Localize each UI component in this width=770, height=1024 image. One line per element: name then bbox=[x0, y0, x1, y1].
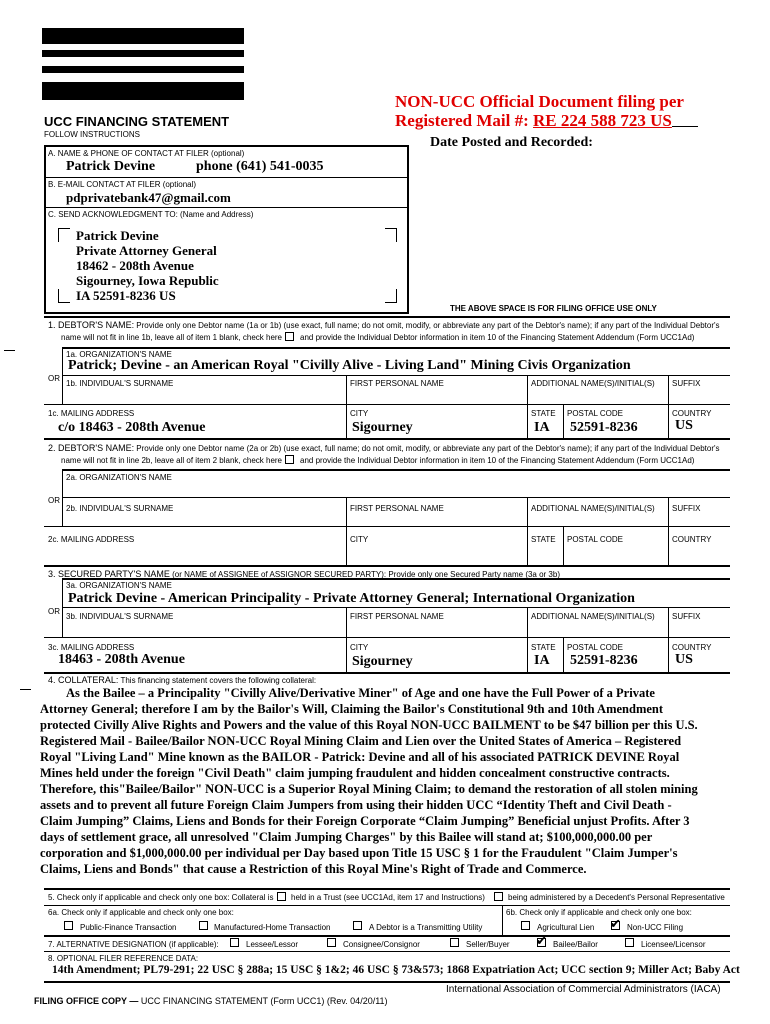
filer-reference-value[interactable]: 14th Amendment; PL79-291; 22 USC § 288a; 15 USC § 1&2; 46 USC § 73&573; 1868 Expatriation Act; UCC section 9; Miller Act; Baby Act bbox=[52, 964, 740, 976]
contact-phone: phone (641) 541-0035 bbox=[196, 159, 324, 174]
secured-org-value[interactable]: Patrick Devine - American Principality - Private Attorney General; International Organization bbox=[68, 591, 635, 606]
secured-addl-label: ADDITIONAL NAME(S)/INITIAL(S) bbox=[531, 612, 655, 621]
manufactured-home-label: Manufactured-Home Transaction bbox=[214, 923, 331, 932]
header-bar-2 bbox=[42, 50, 244, 57]
contact-email: pdprivatebank47@gmail.com bbox=[66, 190, 231, 205]
seller-label: Seller/Buyer bbox=[466, 940, 510, 949]
debtor1-postal-label: POSTAL CODE bbox=[567, 409, 624, 418]
licensee-checkbox[interactable] bbox=[625, 938, 634, 947]
item6b-label: 6b. Check only if applicable and check only one box: bbox=[506, 908, 692, 917]
non-ucc-check-icon: ✔ bbox=[610, 917, 621, 932]
notice-line-2 bbox=[395, 111, 698, 131]
collateral-text[interactable] bbox=[40, 685, 730, 877]
debtor2-mail-label: 2c. MAILING ADDRESS bbox=[48, 535, 135, 544]
notice-prefix: Registered Mail #: bbox=[395, 111, 534, 130]
debtor2-or: OR bbox=[48, 496, 60, 505]
date-posted-label: Date Posted and Recorded: bbox=[430, 135, 593, 150]
form-title: UCC FINANCING STATEMENT bbox=[44, 114, 230, 129]
debtor1-addl-label: ADDITIONAL NAME(S)/INITIAL(S) bbox=[531, 379, 655, 388]
follow-instructions: FOLLOW INSTRUCTIONS bbox=[44, 130, 141, 139]
debtor2-heading: 2. DEBTOR'S NAME: Provide only one Debtor name (2a or 2b) (use exact, full name; do not omit, modify, or abbreviate any part of the Debtor's name); if any part of the Individual Debtor's bbox=[48, 443, 720, 453]
section-a-label: A. NAME & PHONE OF CONTACT AT FILER (optional) bbox=[48, 149, 245, 158]
bailee-label: Bailee/Bailor bbox=[553, 940, 598, 949]
debtor2-state-label: STATE bbox=[531, 535, 556, 544]
debtor1-city-label: CITY bbox=[350, 409, 369, 418]
collateral-line: Attorney General; therefore I am by the Bailor's Will, Claiming the Bailor's Constitutional 9th and 10th Amendment bbox=[40, 702, 664, 716]
debtor1-or: OR bbox=[48, 374, 60, 383]
debtor1-mail-value[interactable]: c/o 18463 - 208th Avenue bbox=[58, 420, 206, 435]
secured-first-label: FIRST PERSONAL NAME bbox=[350, 612, 444, 621]
consignee-label: Consignee/Consignor bbox=[343, 940, 420, 949]
seller-checkbox[interactable] bbox=[450, 938, 459, 947]
section-b-label: B. E-MAIL CONTACT AT FILER (optional) bbox=[48, 180, 197, 189]
ack-line-2: Private Attorney General bbox=[76, 243, 217, 258]
header-bar-3 bbox=[42, 66, 244, 73]
debtor1-state-label: STATE bbox=[531, 409, 556, 418]
debtor1-country-label: COUNTRY bbox=[672, 409, 712, 418]
debtor2-addl-label: ADDITIONAL NAME(S)/INITIAL(S) bbox=[531, 504, 655, 513]
item5-text: 5. Check only if applicable and check only one box: Collateral is bbox=[48, 893, 274, 902]
secured-state-value[interactable]: IA bbox=[534, 653, 550, 668]
registered-mail-number: RE 224 588 723 US bbox=[533, 111, 672, 130]
secured-state-label: STATE bbox=[531, 643, 556, 652]
item6a-label: 6a. Check only if applicable and check only one box: bbox=[48, 908, 234, 917]
debtor2-postal-label: POSTAL CODE bbox=[567, 535, 624, 544]
collateral-line: assets and to prevent all future Foreign Claim Jumpers from using their hidden UCC “Identity Theft and Civil Death - bbox=[40, 798, 672, 812]
secured-or: OR bbox=[48, 607, 60, 616]
footer-left: FILING OFFICE COPY — UCC FINANCING STATEMENT (Form UCC1) (Rev. 04/20/11) bbox=[34, 996, 388, 1006]
transmitting-utility-checkbox[interactable] bbox=[353, 921, 362, 930]
debtor2-heading-line2b: and provide the Individual Debtor information in item 10 of the Financing Statement Addendum (Form UCC1Ad) bbox=[300, 456, 695, 465]
collateral-line: Royal "Living Land" Mine known as the BAILOR - Patrick: Devine and all of his associated PATRICK DEVINE Royal bbox=[40, 750, 680, 764]
collateral-line: protected Civilly Alive Rights and Powers and the value of this Royal NON-UCC BAILMENT to be $47 billion per this U.S. bbox=[40, 718, 698, 732]
agricultural-lien-checkbox[interactable] bbox=[521, 921, 530, 930]
trust-checkbox[interactable] bbox=[277, 892, 286, 901]
collateral-line: days of settlement grace, all unresolved "Claim Jumping Charges" by this Bailee will stand at; $100,000,000.00 per bbox=[40, 830, 653, 844]
filing-office-space-note: THE ABOVE SPACE IS FOR FILING OFFICE USE ONLY bbox=[450, 304, 657, 313]
secured-mail-label: 3c. MAILING ADDRESS bbox=[48, 643, 135, 652]
collateral-label: 4. COLLATERAL: This financing statement covers the following collateral: bbox=[48, 675, 317, 685]
secured-country-value[interactable]: US bbox=[675, 652, 693, 667]
collateral-line: As the Bailee – a Principality "Civilly Alive/Derivative Miner" of Age and one have the Full Power of a Private bbox=[66, 686, 655, 700]
debtor2-surname-label: 2b. INDIVIDUAL'S SURNAME bbox=[66, 504, 174, 513]
licensee-label: Licensee/Licensor bbox=[641, 940, 706, 949]
notice-line-1: NON-UCC Official Document filing per bbox=[395, 92, 684, 111]
debtor2-org-label: 2a. ORGANIZATION'S NAME bbox=[66, 473, 172, 482]
secured-heading: 3. SECURED PARTY'S NAME (or NAME of ASSIGNEE of ASSIGNOR SECURED PARTY): Provide only one Secured Party name (3a or 3b) bbox=[48, 569, 560, 579]
public-finance-label: Public-Finance Transaction bbox=[80, 923, 177, 932]
secured-city-label: CITY bbox=[350, 643, 369, 652]
lessee-label: Lessee/Lessor bbox=[246, 940, 299, 949]
secured-suffix-label: SUFFIX bbox=[672, 612, 701, 621]
public-finance-checkbox[interactable] bbox=[64, 921, 73, 930]
collateral-line: Therefore, this"Bailee/Bailor" NON-UCC is a Superior Royal Mining Claim; to demand the restoration of all stolen mining bbox=[40, 782, 698, 796]
contact-name: Patrick Devine bbox=[66, 159, 156, 174]
debtor1-mail-label: 1c. MAILING ADDRESS bbox=[48, 409, 135, 418]
debtor1-heading-line2b: and provide the Individual Debtor information in item 10 of the Financing Statement Addendum (Form UCC1Ad) bbox=[300, 333, 695, 342]
debtor1-blank-checkbox[interactable] bbox=[285, 332, 294, 341]
secured-country-label: COUNTRY bbox=[672, 643, 712, 652]
debtor2-city-label: CITY bbox=[350, 535, 369, 544]
debtor1-org-value[interactable]: Patrick; Devine - an American Royal "Civilly Alive - Living Land" Mining Civis Organization bbox=[68, 358, 631, 373]
transmitting-utility-label: A Debtor is a Transmitting Utility bbox=[369, 923, 483, 932]
lessee-checkbox[interactable] bbox=[230, 938, 239, 947]
debtor1-postal-value[interactable]: 52591-8236 bbox=[570, 420, 638, 435]
secured-org-label: 3a. ORGANIZATION'S NAME bbox=[66, 581, 172, 590]
debtor1-suffix-label: SUFFIX bbox=[672, 379, 701, 388]
secured-city-value[interactable]: Sigourney bbox=[352, 654, 413, 669]
non-ucc-filing-label: Non-UCC Filing bbox=[627, 923, 684, 932]
item8-label: 8. OPTIONAL FILER REFERENCE DATA: bbox=[48, 954, 199, 963]
bailee-check-icon: ✔ bbox=[536, 934, 547, 949]
debtor1-first-label: FIRST PERSONAL NAME bbox=[350, 379, 444, 388]
secured-mail-value[interactable]: 18463 - 208th Avenue bbox=[58, 652, 185, 667]
debtor1-org-label: 1a. ORGANIZATION'S NAME bbox=[66, 350, 172, 359]
debtor2-country-label: COUNTRY bbox=[672, 535, 712, 544]
item5-trust-label: held in a Trust (see UCC1Ad, item 17 and Instructions) bbox=[291, 893, 485, 902]
ack-line-1: Patrick Devine bbox=[76, 228, 159, 243]
item7-label: 7. ALTERNATIVE DESIGNATION (if applicable): bbox=[48, 940, 219, 949]
debtor2-blank-checkbox[interactable] bbox=[285, 455, 294, 464]
ack-line-4: Sigourney, Iowa Republic bbox=[76, 273, 219, 288]
collateral-line: Claims, Liens and Bonds" that cause a Restriction of this Royal Mine's Right of Trade and Commerce. bbox=[40, 862, 587, 876]
footer-right: International Association of Commercial Administrators (IACA) bbox=[446, 984, 721, 995]
debtor1-surname-label: 1b. INDIVIDUAL'S SURNAME bbox=[66, 379, 174, 388]
header-bar-4 bbox=[42, 82, 244, 100]
secured-postal-label: POSTAL CODE bbox=[567, 643, 624, 652]
debtor2-suffix-label: SUFFIX bbox=[672, 504, 701, 513]
collateral-line: Mines held under the foreign "Civil Death" claim jumping fraudulent and hidden concealment constructive contracts. bbox=[40, 766, 670, 780]
debtor1-city-value[interactable]: Sigourney bbox=[352, 420, 413, 435]
header-bar-1 bbox=[42, 28, 244, 44]
agricultural-lien-label: Agricultural Lien bbox=[537, 923, 595, 932]
consignee-checkbox[interactable] bbox=[327, 938, 336, 947]
ack-line-5: IA 52591-8236 US bbox=[76, 288, 176, 303]
section-c-label: C. SEND ACKNOWLEDGMENT TO: (Name and Address) bbox=[48, 210, 254, 219]
decedent-checkbox[interactable] bbox=[494, 892, 503, 901]
debtor1-state-value[interactable]: IA bbox=[534, 420, 550, 435]
debtor1-country-value[interactable]: US bbox=[675, 418, 693, 433]
margin-mark-1 bbox=[4, 350, 15, 351]
ack-line-3: 18462 - 208th Avenue bbox=[76, 258, 194, 273]
secured-surname-label: 3b. INDIVIDUAL'S SURNAME bbox=[66, 612, 174, 621]
debtor1-heading: 1. DEBTOR'S NAME: Provide only one Debtor name (1a or 1b) (use exact, full name; do not omit, modify, or abbreviate any part of the Debtor's name); if any part of the Individual Debtor's bbox=[48, 320, 720, 330]
debtor2-first-label: FIRST PERSONAL NAME bbox=[350, 504, 444, 513]
collateral-line: corporation and $1,000,000.00 per individual per Day based upon Title 15 USC § 1 for the Fraudulent "Claim Jumper's bbox=[40, 846, 678, 860]
margin-mark-2 bbox=[20, 689, 31, 690]
debtor2-heading-line2: name will not fit in line 2b, leave all of item 2 blank, check here bbox=[61, 456, 283, 465]
collateral-line: Registered Mail - Bailee/Bailor NON-UCC Royal Mining Claim and Lien over the United States of America – Registered bbox=[40, 734, 682, 748]
item5-decedent-label: being administered by a Decedent's Personal Representative bbox=[508, 893, 725, 902]
manufactured-home-checkbox[interactable] bbox=[199, 921, 208, 930]
debtor1-heading-line2: name will not fit in line 1b, leave all of item 1 blank, check here bbox=[61, 333, 283, 342]
collateral-line: Claim Jumping” Claims, Liens and Bonds for their Foreign Corporate “Claim Jumping” Beneficial unjust Profits. After 3 bbox=[40, 814, 690, 828]
secured-postal-value[interactable]: 52591-8236 bbox=[570, 653, 638, 668]
